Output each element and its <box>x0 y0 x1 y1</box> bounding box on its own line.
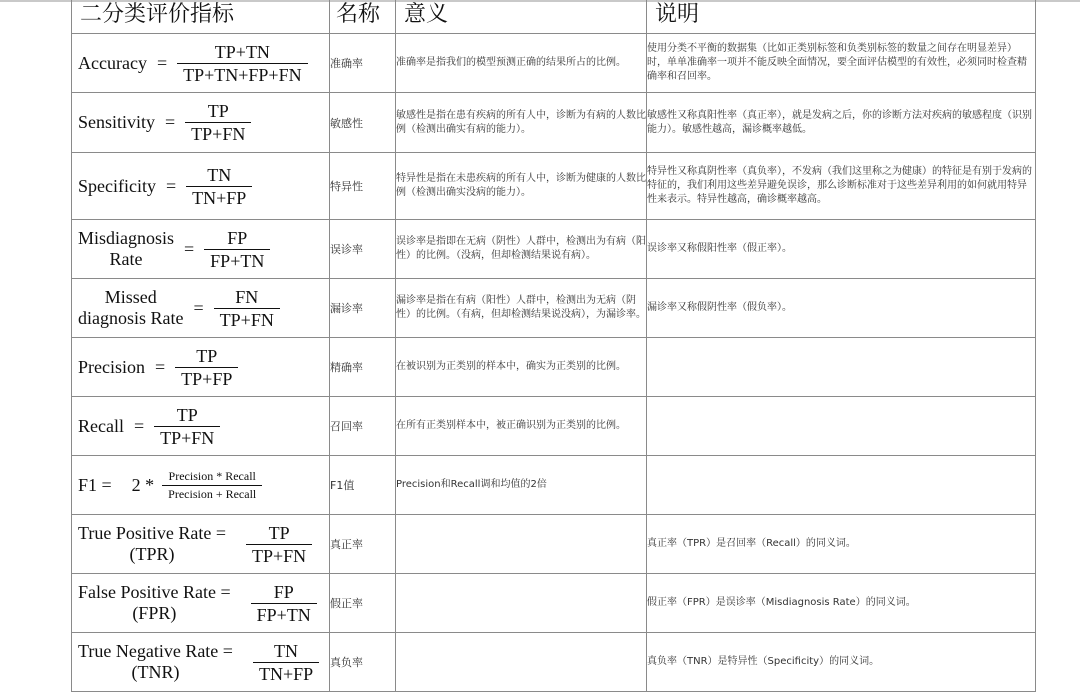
formula-cell <box>72 456 330 515</box>
metric-name <box>78 287 184 329</box>
metric-name-line: True Negative Rate = <box>78 641 233 661</box>
metric-formula <box>72 582 329 625</box>
fraction-bar <box>175 367 238 368</box>
metric-name <box>78 641 233 683</box>
metric-name-line: Rate <box>109 249 143 269</box>
fraction <box>154 405 220 448</box>
metric-name-line: diagnosis Rate <box>78 308 184 328</box>
table-row <box>72 456 1036 515</box>
header-row <box>72 0 1036 34</box>
fraction-bar <box>246 544 312 545</box>
formula-cell <box>72 338 330 397</box>
denominator: TP+FP <box>181 368 233 389</box>
metric-name-line: (TPR) <box>129 544 175 564</box>
fraction-bar <box>185 122 251 123</box>
equals-sign: = <box>155 356 166 377</box>
equals-sign: = <box>165 112 176 132</box>
metric-formula <box>72 228 329 271</box>
metric-note <box>647 338 1036 397</box>
metric-name-line: Specificity <box>78 175 156 196</box>
metric-name <box>78 176 156 197</box>
table-row <box>72 633 1036 692</box>
metric-cn-name: 真正率 <box>330 515 396 574</box>
formula-cell <box>72 153 330 220</box>
metric-meaning: 特异性是指在未患疾病的所有人中，诊断为健康的人数比例（检测出确实没病的能力）。 <box>396 153 647 220</box>
fraction <box>162 469 262 502</box>
metric-name <box>78 357 145 378</box>
metric-cn-name: 召回率 <box>330 397 396 456</box>
formula-prefix: 2 * <box>131 474 155 495</box>
metric-meaning: 在被识别为正类别的样本中，确实为正类别的比例。 <box>396 338 647 397</box>
metric-meaning <box>396 515 647 574</box>
fraction <box>253 641 319 684</box>
metric-name-line: Accuracy <box>78 52 147 73</box>
metric-meaning: 误诊率是指即在无病（阴性）人群中，检测出为有病（阳性）的比例。（没病，但却检测结果说有病）。 <box>396 220 647 279</box>
denominator: Precision + Recall <box>168 486 257 501</box>
header-meaning: 意义 <box>396 0 647 34</box>
metric-note: 误诊率又称假阳性率（假正率）。 <box>647 220 1036 279</box>
table-row <box>72 279 1036 338</box>
denominator: FP+TN <box>256 604 311 625</box>
metric-name-line: (FPR) <box>132 603 177 623</box>
formula-cell <box>72 574 330 633</box>
table-row <box>72 220 1036 279</box>
fraction <box>251 582 317 625</box>
metric-note: 漏诊率又称假阴性率（假负率）。 <box>647 279 1036 338</box>
numerator: TP <box>176 404 198 425</box>
metric-meaning: Precision和Recall调和均值的2倍 <box>396 456 647 515</box>
table-row <box>72 93 1036 153</box>
metric-name <box>78 53 147 74</box>
denominator: TN+FP <box>258 663 314 684</box>
metric-name <box>78 475 112 496</box>
table-row <box>72 338 1036 397</box>
metric-formula <box>72 641 329 684</box>
metric-note: 假正率（FPR）是误诊率（Misdiagnosis Rate）的同义词。 <box>647 574 1036 633</box>
metric-name-line: Precision <box>78 356 145 377</box>
metric-formula <box>72 101 329 144</box>
metric-meaning: 漏诊率是指在有病（阳性）人群中，检测出为无病（阴性）的比例。（有病，但却检测结果说没病），为漏诊率。 <box>396 279 647 338</box>
metrics-table <box>71 0 1036 692</box>
metric-name-line: Recall <box>78 415 124 436</box>
numerator: TP <box>268 522 290 543</box>
metric-formula <box>72 165 329 208</box>
metric-note <box>647 456 1036 515</box>
metric-note: 使用分类不平衡的数据集（比如正类别标签和负类别标签的数量之间存在明显差异）时，单单准确率一项并不能反映全面情况，要全面评估模型的有效性，必须同时检查精确率和召回率。 <box>647 34 1036 93</box>
denominator: TP+FN <box>219 309 274 330</box>
metric-cn-name: 真负率 <box>330 633 396 692</box>
metric-cn-name: F1值 <box>330 456 396 515</box>
table-row <box>72 34 1036 93</box>
fraction <box>185 101 251 144</box>
metric-formula <box>72 523 329 566</box>
header-metric: 二分类评价指标 <box>72 0 330 34</box>
formula-cell <box>72 397 330 456</box>
denominator: FP+TN <box>210 250 265 271</box>
numerator: TN <box>274 640 299 661</box>
metric-formula <box>72 405 329 448</box>
metric-meaning <box>396 574 647 633</box>
fraction-bar <box>154 426 220 427</box>
equals-sign: = <box>184 238 195 259</box>
formula-cell <box>72 279 330 338</box>
metric-name-line: Sensitivity <box>78 112 156 132</box>
metric-name <box>78 582 231 624</box>
fraction <box>175 346 238 389</box>
numerator: TN <box>207 164 232 185</box>
table-row <box>72 397 1036 456</box>
table-row <box>72 574 1036 633</box>
metric-cn-name: 准确率 <box>330 34 396 93</box>
equals-sign: = <box>133 415 145 436</box>
fraction-bar <box>177 63 308 64</box>
metric-name-line: False Positive Rate = <box>78 582 231 602</box>
numerator: Precision * Recall <box>168 468 256 483</box>
numerator: TP+TN <box>214 41 270 62</box>
equals-sign: = <box>156 52 168 73</box>
metric-name <box>78 523 226 565</box>
formula-cell <box>72 34 330 93</box>
metric-cn-name: 特异性 <box>330 153 396 220</box>
fraction-bar <box>186 186 252 187</box>
metric-name <box>78 416 124 437</box>
metric-formula <box>72 42 329 85</box>
formula-cell <box>72 220 330 279</box>
metric-name <box>78 228 174 270</box>
table-row <box>72 515 1036 574</box>
equals-sign: = <box>165 175 177 196</box>
metric-name-line: Missed <box>104 287 157 307</box>
metric-cn-name: 误诊率 <box>330 220 396 279</box>
metric-name-line: Misdiagnosis <box>78 228 175 248</box>
denominator: TP+FN <box>252 545 307 566</box>
denominator: TP+FN <box>160 427 215 448</box>
metric-name-line: True Positive Rate = <box>78 523 226 543</box>
numerator: TP <box>207 101 229 121</box>
fraction-bar <box>253 662 319 663</box>
formula-cell <box>72 93 330 153</box>
numerator: FN <box>235 286 259 307</box>
fraction-bar <box>162 485 262 486</box>
metric-note: 特异性又称真阴性率（真负率），不发病（我们这里称之为健康）的特征是有别于发病的特征的，我们利用这些差异避免误诊，那么诊断标准对于这些差异利用的如何就用特异性来表示。特异性越高，确诊概率越高。 <box>647 153 1036 220</box>
denominator: TN+FP <box>192 187 247 208</box>
numerator: TP <box>196 345 218 366</box>
fraction <box>204 228 270 271</box>
fraction <box>186 165 252 208</box>
fraction-bar <box>214 308 280 309</box>
fraction <box>214 287 280 330</box>
metric-name-line: (TNR) <box>131 662 180 682</box>
metric-note <box>647 397 1036 456</box>
header-note: 说明 <box>647 0 1036 34</box>
table-row <box>72 153 1036 220</box>
metric-formula <box>72 346 329 389</box>
equals-sign: = <box>193 297 204 318</box>
metric-meaning: 在所有正类别样本中，被正确识别为正类别的比例。 <box>396 397 647 456</box>
metric-cn-name: 漏诊率 <box>330 279 396 338</box>
metric-cn-name: 敏感性 <box>330 93 396 153</box>
metric-cn-name: 假正率 <box>330 574 396 633</box>
fraction-bar <box>204 249 270 250</box>
metric-note: 真正率（TPR）是召回率（Recall）的同义词。 <box>647 515 1036 574</box>
metric-note: 真负率（TNR）是特异性（Specificity）的同义词。 <box>647 633 1036 692</box>
metric-cn-name: 精确率 <box>330 338 396 397</box>
formula-cell <box>72 515 330 574</box>
denominator: TP+FN <box>191 124 246 144</box>
fraction-bar <box>251 603 317 604</box>
metric-name-line: F1 = <box>78 474 112 495</box>
denominator: TP+TN+FP+FN <box>183 64 302 85</box>
metric-meaning <box>396 633 647 692</box>
numerator: FP <box>227 227 248 248</box>
metric-formula <box>72 287 329 330</box>
metric-meaning: 敏感性是指在患有疾病的所有人中，诊断为有病的人数比例（检测出确实有病的能力）。 <box>396 93 647 153</box>
fraction <box>177 42 308 85</box>
header-name: 名称 <box>330 0 396 34</box>
fraction <box>246 523 312 566</box>
numerator: FP <box>273 581 294 602</box>
metric-note: 敏感性又称真阳性率（真正率），就是发病之后，你的诊断方法对疾病的敏感程度（识别能力）。敏感性越高，漏诊概率越低。 <box>647 93 1036 153</box>
metric-meaning: 准确率是指我们的模型预测正确的结果所占的比例。 <box>396 34 647 93</box>
metric-name <box>78 112 155 133</box>
metric-formula <box>72 469 329 502</box>
formula-cell <box>72 633 330 692</box>
